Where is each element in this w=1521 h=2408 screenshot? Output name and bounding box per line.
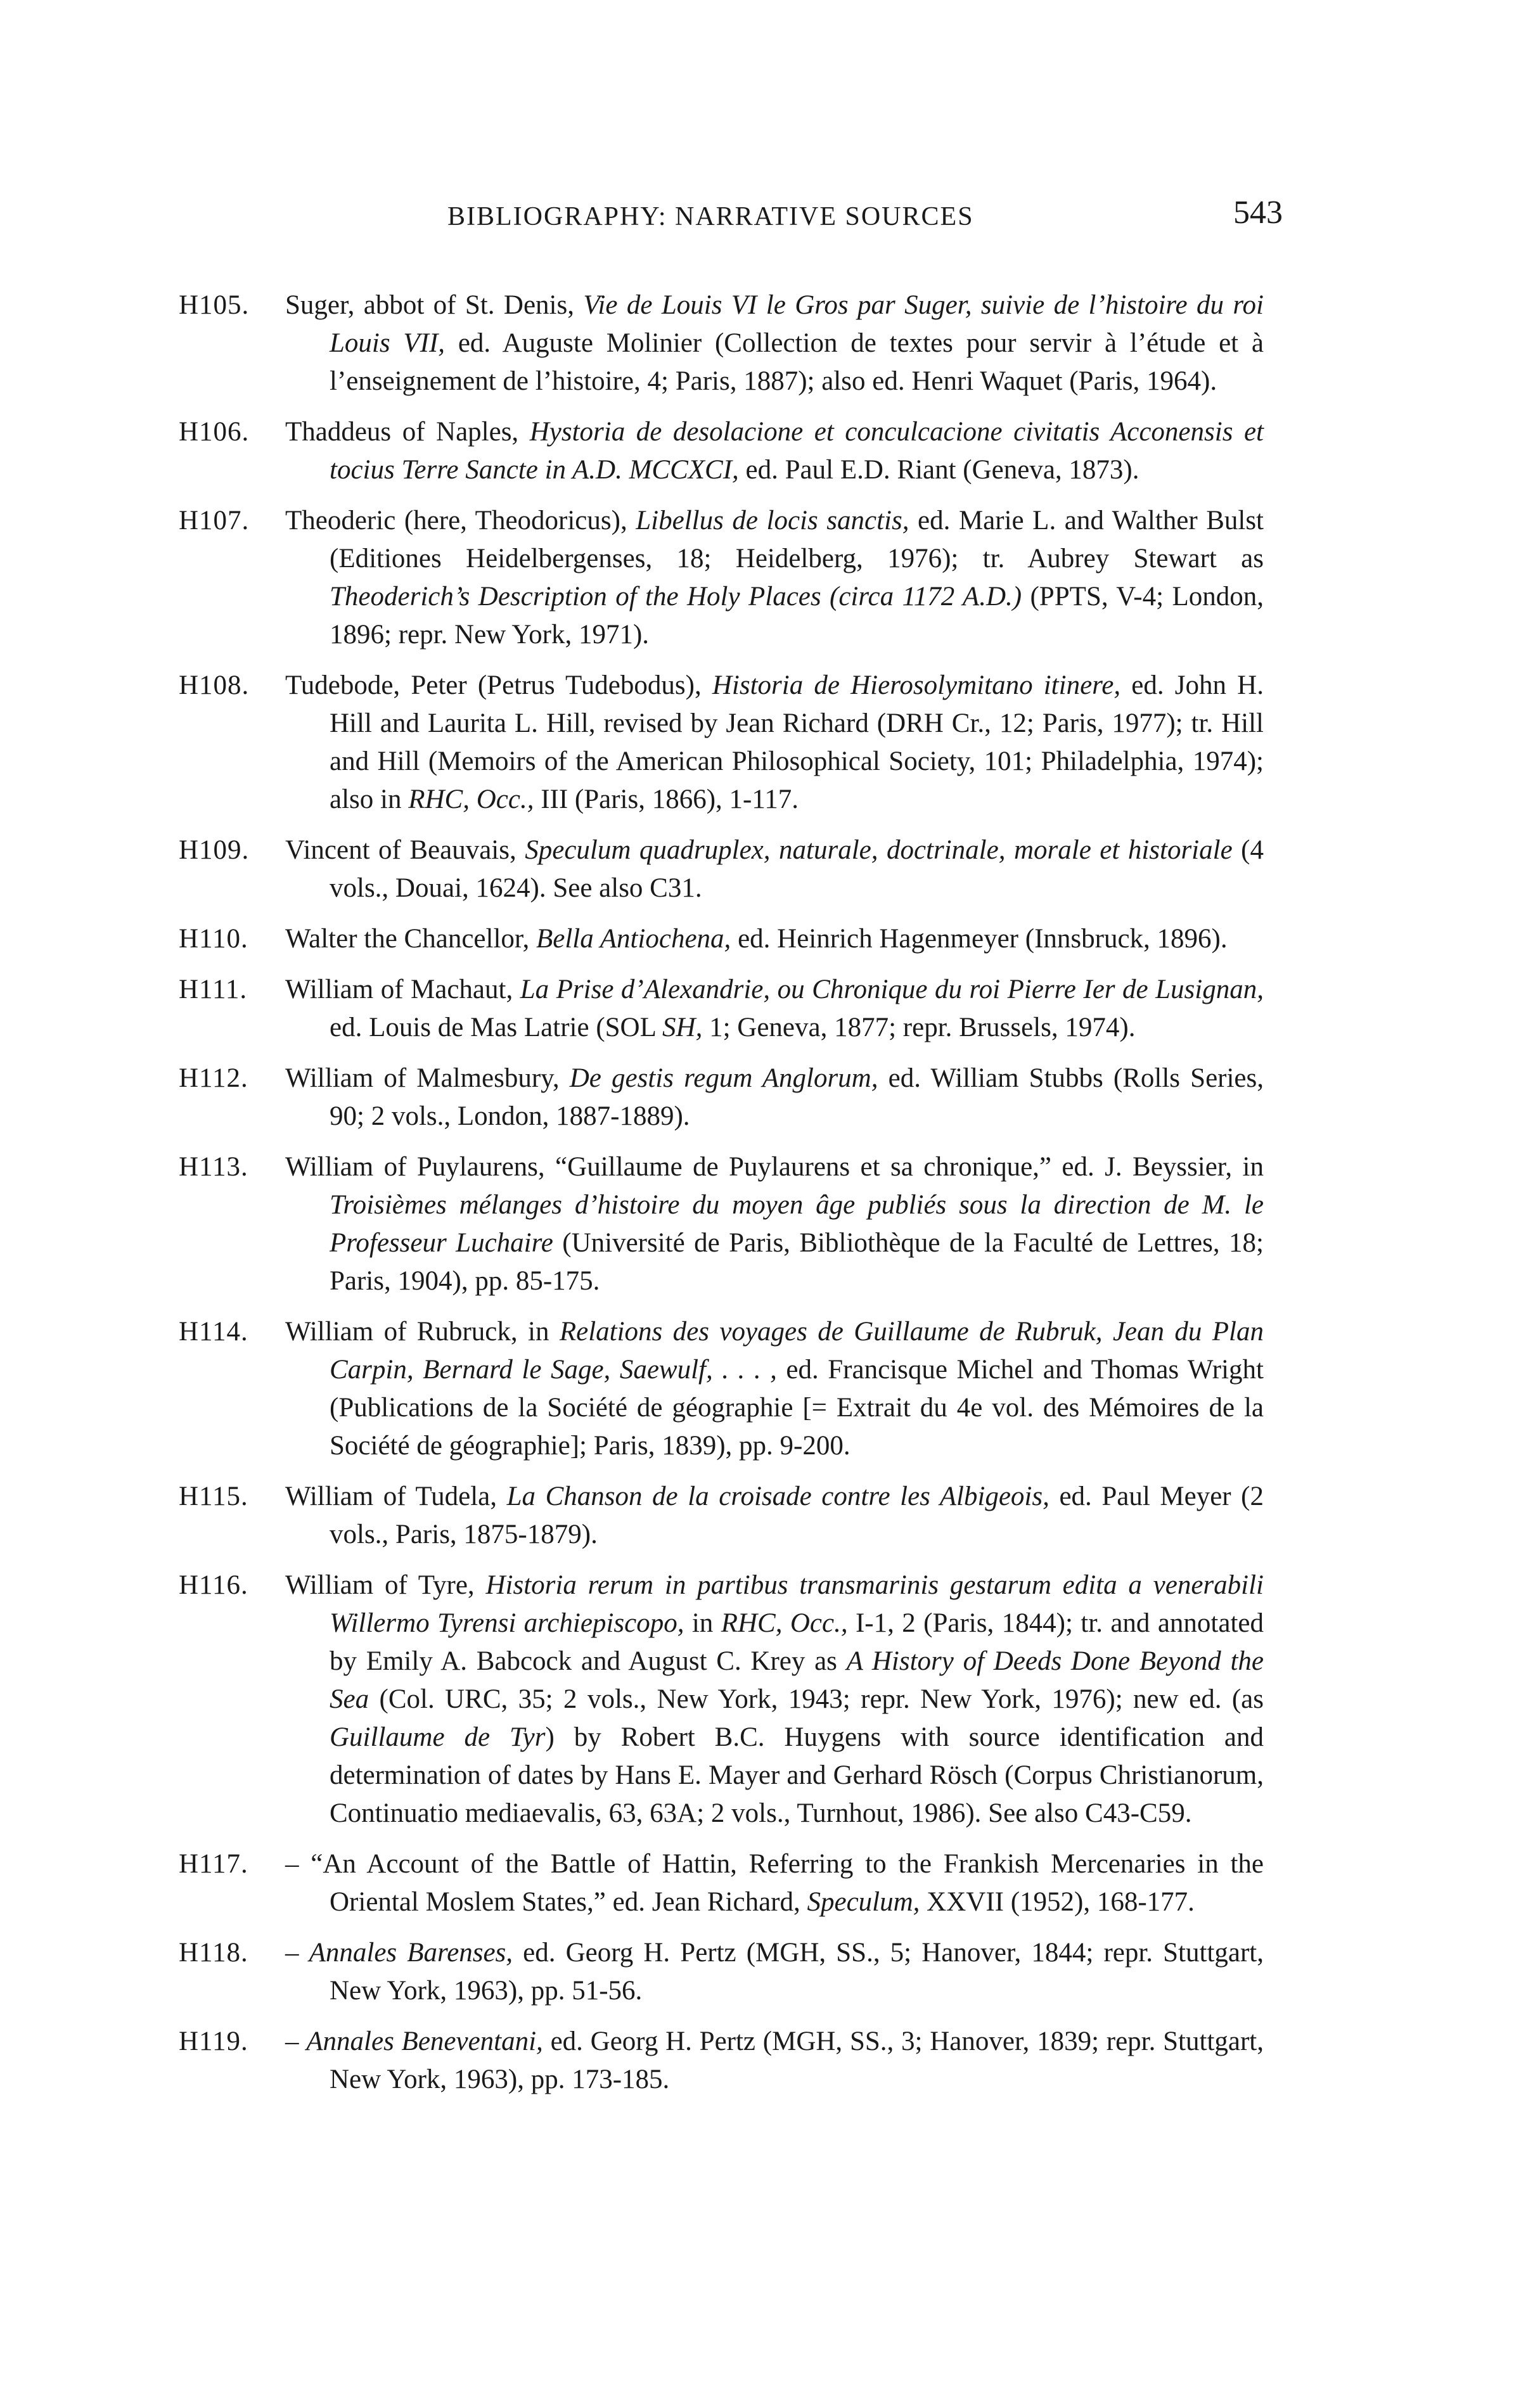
entry-text [285,1148,1264,1300]
italic-title: Hystoria de desolacione et conculcacione civitatis Acconensis et tocius Terre Sancte in A.D. MCCXCI, [330,417,1264,485]
italic-title: SH, [662,1013,703,1042]
bibliography-entry [0,413,1521,489]
entry-text-segment: Tudebode, Peter (Petrus Tudebodus), [285,670,712,700]
entry-text [285,1566,1264,1833]
entry-text-segment: 1; Geneva, 1877; repr. Brussels, 1974). [702,1013,1136,1042]
bibliography-entry [0,1566,1521,1833]
entry-text [285,413,1264,489]
entry-text-segment: ) by Robert B.C. Huygens with source identification and determination of dates by Hans E. Mayer and Gerhard Rösch (Corpus Christianorum, Continuatio mediaevalis, 63, 63A; 2 vols., Turnhout, 1986). See also C43-C59. [330,1722,1264,1828]
entry-text-segment: Theoderic (here, Theodoricus), [285,506,636,535]
italic-title: Libellus de locis sanctis, [636,506,909,535]
entry-text-segment: ed. Paul Meyer (2 vols., Paris, 1875-1879). [330,1482,1264,1549]
italic-title: Vie de Louis VI le Gros par Suger, suivie de l’histoire du roi Louis VII, [330,290,1264,358]
entry-text [285,2023,1264,2099]
entry-label: H119. [179,2027,248,2056]
bibliography-entry [0,1845,1521,1921]
bibliography-entry [0,1060,1521,1136]
entry-text-segment: (4 vols., Douai, 1624). See also C31. [330,835,1264,903]
italic-title: A History of Deeds Done Beyond the Sea [330,1646,1264,1714]
entry-text-segment: Suger, abbot of St. Denis, [285,290,584,320]
entry-text-segment: (Université de Paris, Bibliothèque de la Faculté de Lettres, 18; Paris, 1904), pp. 85-175. [330,1228,1264,1296]
entry-text-segment: William of Malmesbury, [285,1063,570,1093]
entry-label: H109. [179,835,250,865]
entry-label: H106. [179,417,250,447]
entry-label: H114. [179,1317,248,1347]
entry-label: H112. [179,1063,248,1093]
italic-title: De gestis regum Anglorum, [569,1063,878,1093]
italic-title: Theoderich’s Description of the Holy Places (circa 1172 A.D.) [330,582,1022,612]
entry-text-segment: ed. William Stubbs (Rolls Series, 90; 2 vols., London, 1887-1889). [330,1063,1264,1131]
italic-title: La Chanson de la croisade contre les Albigeois, [506,1482,1049,1511]
italic-title: Historia rerum in partibus transmarinis gestarum edita a venerabili Willermo Tyrensi archiepiscopo, [330,1570,1264,1638]
bibliography-entry [0,1313,1521,1465]
entry-text-segment: – [285,1938,309,1968]
entry-text-segment: – [285,2027,307,2056]
bibliography-entry [0,502,1521,654]
italic-title: Bella Antiochena, [536,924,731,954]
entry-text-segment: (Col. URC, 35; 2 vols., New York, 1943; repr. New York, 1976); new ed. (as [369,1684,1264,1714]
entry-text [285,1845,1264,1921]
entry-text [285,286,1264,400]
bibliography-entries [0,286,1521,2111]
entry-label: H108. [179,670,250,700]
italic-title: Speculum, [807,1887,920,1917]
bibliography-entry [0,1478,1521,1554]
entry-text-segment: ed. Georg H. Pertz (MGH, SS., 3; Hanover, 1839; repr. Stuttgart, New York, 1963), pp. 173-185. [330,2027,1264,2094]
entry-label: H107. [179,506,250,535]
italic-title: Troisièmes mélanges d’histoire du moyen âge publiés sous la direction de M. le Professeur Luchaire [330,1190,1264,1258]
entry-label: H110. [179,924,248,954]
entry-text-segment: III (Paris, 1866), 1-117. [534,785,799,814]
entry-text-segment: Vincent of Beauvais, [285,835,525,865]
italic-title: RHC, Occ., [721,1608,848,1638]
bibliography-entry [0,920,1521,958]
bibliography-entry [0,286,1521,400]
entry-text-segment: William of Puylaurens, “Guillaume de Puylaurens et sa chronique,” ed. J. Beyssier, in [285,1152,1264,1182]
entry-text-segment: – “An Account of the Battle of Hattin, Referring to the Frankish Mercenaries in the Oriental Moslem States,” ed. Jean Richard, [285,1849,1264,1917]
italic-title: Annales Beneventani, [306,2027,543,2056]
entry-text-segment: ed. John H. Hill and Laurita L. Hill, revised by Jean Richard (DRH Cr., 12; Paris, 1977); tr. Hill and Hill (Memoirs of the American Philosophical Society, 101; Philadelphia, 1974); also in [330,670,1264,814]
entry-text [285,1934,1264,2010]
bibliography-entry [0,971,1521,1047]
entry-text [285,667,1264,819]
italic-title: Speculum quadruplex, naturale, doctrinale, morale et historiale [525,835,1233,865]
entry-label: H113. [179,1152,248,1182]
bibliography-entry [0,1934,1521,2010]
entry-text-segment: William of Tyre, [285,1570,486,1600]
entry-text-segment: ed. Francisque Michel and Thomas Wright (Publications de la Société de géographie [= Extrait du 4e vol. des Mémoires de la Société de géographie]; Paris, 1839), pp. 9-200. [330,1355,1264,1461]
italic-title: Annales Barenses, [309,1938,513,1968]
entry-label: H111. [179,975,248,1004]
italic-title: Relations des voyages de Guillaume de Rubruk, Jean du Plan Carpin, Bernard le Sage, Saewulf, . . . , [330,1317,1264,1385]
entry-text [285,1313,1264,1465]
italic-title: Guillaume de Tyr [330,1722,546,1752]
entry-text-segment: William of Rubruck, in [285,1317,560,1347]
entry-text-segment: ed. Heinrich Hagenmeyer (Innsbruck, 1896). [731,924,1228,954]
entry-text-segment: I-1, 2 (Paris, 1844); tr. and annotated by Emily A. Babcock and August C. Krey as [330,1608,1264,1676]
entry-text [285,831,1264,907]
bibliography-entry [0,2023,1521,2099]
entry-text-segment: ed. Louis de Mas Latrie (SOL [330,1013,663,1042]
entry-text-segment: ed. Marie L. and Walther Bulst (Editiones Heidelbergenses, 18; Heidelberg, 1976); tr. Aubrey Stewart as [330,506,1264,573]
page-number: 543 [1233,195,1283,231]
entry-text [285,1060,1264,1136]
bibliography-entry [0,667,1521,819]
bibliography-entry [0,831,1521,907]
entry-text-segment: Thaddeus of Naples, [285,417,530,447]
entry-text-segment: XXVII (1952), 168-177. [920,1887,1195,1917]
entry-label: H116. [179,1570,248,1600]
entry-text [285,920,1264,958]
entry-label: H117. [179,1849,248,1879]
running-head: BIBLIOGRAPHY: NARRATIVE SOURCES [447,202,974,231]
entry-text-segment: ed. Paul E.D. Riant (Geneva, 1873). [738,455,1139,485]
entry-text-segment: William of Machaut, [285,975,520,1004]
entry-text [285,502,1264,654]
entry-label: H115. [179,1482,248,1511]
entry-text-segment: Walter the Chancellor, [285,924,536,954]
italic-title: RHC, Occ., [408,785,534,814]
entry-text-segment: in [684,1608,721,1638]
entry-text [285,971,1264,1047]
entry-label: H118. [179,1938,248,1968]
entry-text [285,1478,1264,1554]
entry-text-segment: (PPTS, V-4; London, 1896; repr. New York, 1971). [330,582,1264,650]
entry-text-segment: William of Tudela, [285,1482,507,1511]
entry-text-segment: ed. Auguste Molinier (Collection de textes pour servir à l’étude et à l’enseignement de l’histoire, 4; Paris, 1887); also ed. Henri Waquet (Paris, 1964). [330,328,1264,396]
entry-label: H105. [179,290,250,320]
italic-title: Historia de Hierosolymitano itinere, [712,670,1121,700]
bibliography-entry [0,1148,1521,1300]
entry-text-segment: ed. Georg H. Pertz (MGH, SS., 5; Hanover, 1844; repr. Stuttgart, New York, 1963), pp. 51-56. [330,1938,1264,2006]
italic-title: La Prise d’Alexandrie, ou Chronique du roi Pierre Ier de Lusignan, [520,975,1264,1004]
